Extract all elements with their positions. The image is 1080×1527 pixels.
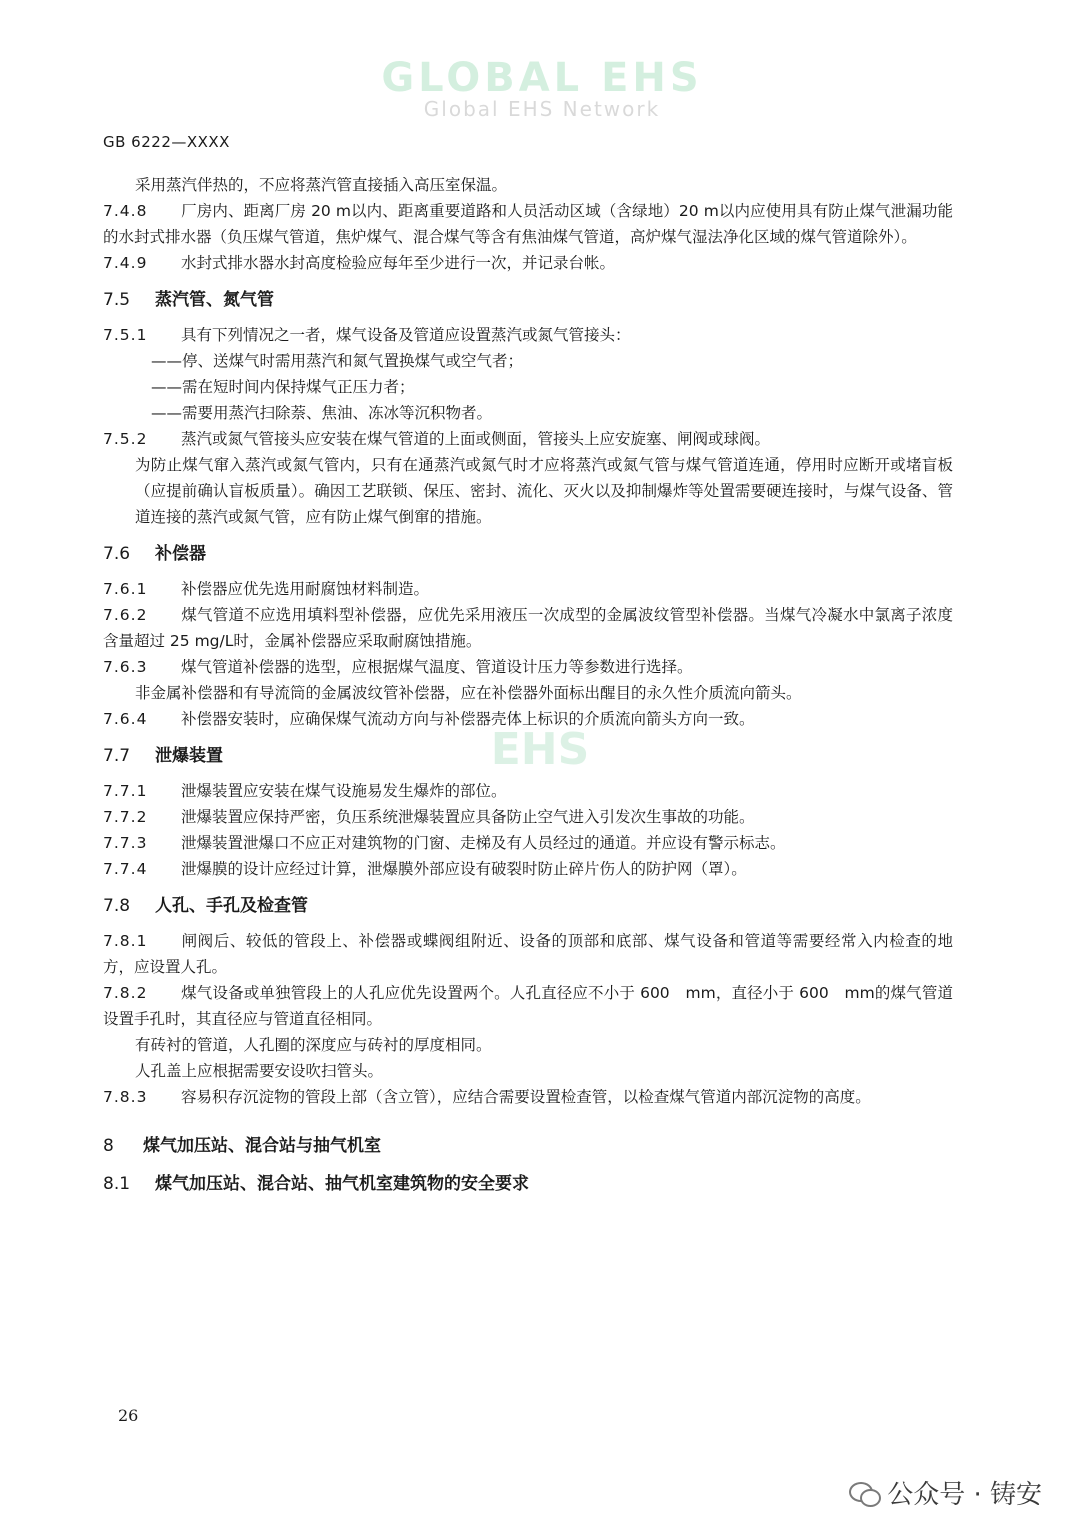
clause-number: 7.8.2	[103, 984, 148, 1002]
clause-number: 7.6.1	[103, 580, 148, 598]
section-heading	[103, 1170, 953, 1198]
clause-number: 7.4.9	[103, 254, 148, 272]
clause-text: 煤气管道不应选用填料型补偿器，应优先采用液压一次成型的金属波纹管型补偿器。当煤气冷凝水中氯离子浓度含量超过 25 mg/L时，金属补偿器应采取耐腐蚀措施。	[103, 606, 953, 650]
clause-number: 7.5.1	[103, 326, 148, 344]
clause-number: 7.7.1	[103, 782, 148, 800]
list-item: ——停、送煤气时需用蒸汽和氮气置换煤气或空气者；	[151, 352, 524, 370]
heading-text: 人孔、手孔及检查管	[155, 896, 308, 916]
section-heading	[103, 286, 953, 314]
clause-text: 补偿器安装时，应确保煤气流动方向与补偿器壳体上标识的介质流向箭头方向一致。	[181, 710, 755, 728]
clause-text: 水封式排水器水封高度检验应每年至少进行一次，并记录台帐。	[181, 254, 616, 272]
watermark-sub: Global EHS Network	[423, 97, 661, 121]
clause-paragraph	[103, 1084, 953, 1110]
clause-paragraph	[103, 172, 953, 198]
clause-number: 7.6.3	[103, 658, 148, 676]
document-body	[103, 172, 953, 1206]
account-name: 公众号 · 铸安	[887, 1480, 1042, 1510]
clause-text: 容易积存沉淀物的管段上部（含立管），应结合需要设置检查管，以检查煤气管道内部沉淀物的高度。	[181, 1088, 871, 1106]
clause-number: 7.4.8	[103, 202, 148, 220]
clause-paragraph	[103, 452, 953, 530]
clause-number: 7.6.4	[103, 710, 148, 728]
list-item: ——需要用蒸汽扫除萘、焦油、冻冰等沉积物者。	[151, 404, 493, 422]
heading-text: 泄爆装置	[155, 746, 223, 766]
heading-number: 7.5	[103, 290, 131, 310]
clause-text: 非金属补偿器和有导流筒的金属波纹管补偿器，应在补偿器外面标出醒目的永久性介质流向箭头。	[135, 684, 802, 702]
clause-number: 7.6.2	[103, 606, 148, 624]
heading-number: 8.1	[103, 1174, 131, 1194]
list-item: ——需在短时间内保持煤气正压力者；	[151, 378, 415, 396]
clause-paragraph	[103, 856, 953, 882]
clause-text: 泄爆膜的设计应经过计算，泄爆膜外部应设有破裂时防止碎片伤人的防护网（罩）。	[181, 860, 747, 878]
wechat-icon	[849, 1480, 879, 1506]
clause-text: 采用蒸汽伴热的，不应将蒸汽管直接插入高压室保温。	[135, 176, 508, 194]
section-heading	[103, 892, 953, 920]
clause-text: 有砖衬的管道，人孔圈的深度应与砖衬的厚度相同。	[135, 1036, 492, 1054]
clause-text: 闸阀后、较低的管段上、补偿器或蝶阀组附近、设备的顶部和底部、煤气设备和管道等需要经常入内检查的地方，应设置人孔。	[103, 932, 953, 976]
heading-text: 煤气加压站、混合站、抽气机室建筑物的安全要求	[155, 1174, 529, 1194]
watermark	[372, 55, 712, 121]
heading-number: 7.8	[103, 896, 131, 916]
clause-paragraph	[103, 1032, 953, 1058]
clause-number: 7.5.2	[103, 430, 148, 448]
clause-paragraph	[103, 654, 953, 680]
clause-paragraph	[103, 680, 953, 706]
clause-paragraph	[103, 804, 953, 830]
clause-paragraph	[103, 322, 953, 348]
clause-text: 泄爆装置泄爆口不应正对建筑物的门窗、走梯及有人员经过的通道。并应设有警示标志。	[181, 834, 786, 852]
clause-paragraph	[103, 250, 953, 276]
clause-number: 7.7.4	[103, 860, 148, 878]
watermark-main: GLOBAL EHS	[381, 55, 703, 101]
heading-number: 8	[103, 1136, 114, 1156]
heading-text: 补偿器	[155, 544, 206, 564]
standard-id: GB 6222—XXXX	[103, 133, 230, 151]
clause-text: 为防止煤气窜入蒸汽或氮气管内，只有在通蒸汽或氮气时才应将蒸汽或氮气管与煤气管道连通，停用时应断开或堵盲板（应提前确认盲板质量）。确因工艺联锁、保压、密封、流化、灭火以及抑制爆炸等处置需要硬连接时，与煤气设备、管道连接的蒸汽或氮气管，应有防止煤气倒窜的措施。	[135, 456, 953, 526]
clause-paragraph	[103, 576, 953, 602]
wechat-account-mark	[849, 1474, 1042, 1511]
heading-text: 蒸汽管、氮气管	[155, 290, 274, 310]
clause-text: 煤气管道补偿器的选型，应根据煤气温度、管道设计压力等参数进行选择。	[181, 658, 693, 676]
heading-number: 7.7	[103, 746, 131, 766]
clause-text: 煤气设备或单独管段上的人孔应优先设置两个。人孔直径应不小于 600 mm，直径小于 600 mm的煤气管道设置手孔时，其直径应与管道直径相同。	[103, 984, 953, 1028]
clause-number: 7.7.3	[103, 834, 148, 852]
clause-text: 厂房内、距离厂房 20 m以内、距离重要道路和人员活动区域（含绿地）20 m以内应使用具有防止煤气泄漏功能的水封式排水器（负压煤气管道，焦炉煤气、混合煤气等含有焦油煤气管道，高炉煤气湿法净化区域的煤气管道除外）。	[103, 202, 953, 246]
clause-paragraph	[103, 706, 953, 732]
clause-text: 人孔盖上应根据需要安设吹扫管头。	[135, 1062, 384, 1080]
clause-text: 泄爆装置应保持严密，负压系统泄爆装置应具备防止空气进入引发次生事故的功能。	[181, 808, 755, 826]
clause-number: 7.8.3	[103, 1088, 148, 1106]
clause-text: 蒸汽或氮气管接头应安装在煤气管道的上面或侧面，管接头上应安旋塞、闸阀或球阀。	[181, 430, 771, 448]
section-heading	[103, 742, 953, 770]
clause-paragraph	[103, 830, 953, 856]
clause-paragraph	[103, 980, 953, 1032]
clause-number: 7.7.2	[103, 808, 148, 826]
clause-paragraph	[103, 1058, 953, 1084]
heading-text: 煤气加压站、混合站与抽气机室	[143, 1136, 381, 1156]
clause-text: 具有下列情况之一者，煤气设备及管道应设置蒸汽或氮气管接头：	[181, 326, 631, 344]
clause-text: 泄爆装置应安装在煤气设施易发生爆炸的部位。	[181, 782, 507, 800]
section-heading	[103, 540, 953, 568]
clause-paragraph	[103, 778, 953, 804]
clause-paragraph	[103, 426, 953, 452]
page-number: 26	[118, 1406, 139, 1425]
clause-paragraph	[103, 198, 953, 250]
watermark-center: EHS	[490, 724, 590, 775]
heading-number: 7.6	[103, 544, 131, 564]
chapter-heading	[103, 1132, 953, 1160]
clause-text: 补偿器应优先选用耐腐蚀材料制造。	[181, 580, 430, 598]
clause-paragraph	[103, 928, 953, 980]
clause-paragraph	[103, 602, 953, 654]
clause-number: 7.8.1	[103, 932, 148, 950]
